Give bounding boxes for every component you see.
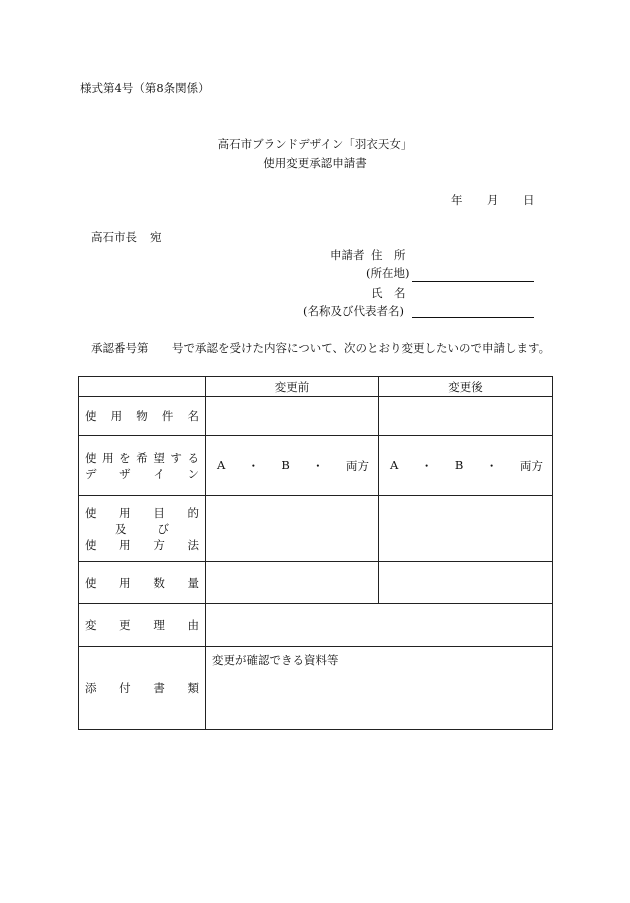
choice-both[interactable]: 両方	[345, 458, 369, 473]
design-after-choices	[379, 458, 552, 474]
date-day-label: 日	[523, 193, 535, 207]
label-attachment	[79, 647, 206, 730]
name-fill-line[interactable]	[412, 317, 534, 318]
choice-a[interactable]: A	[390, 457, 399, 472]
quantity-before-cell[interactable]	[206, 562, 379, 604]
choice-dot: ・	[485, 458, 498, 473]
date-year-label: 年	[451, 193, 463, 207]
label-quantity-text: 使 用 数 量	[85, 575, 199, 590]
label-purpose-line2: 及 び	[115, 521, 169, 536]
address-fill-line[interactable]	[412, 281, 534, 282]
label-design-line2: デ ザ イ ン	[85, 466, 199, 481]
item-name-after-cell[interactable]	[379, 397, 553, 436]
choice-both[interactable]: 両方	[519, 458, 543, 473]
change-application-table	[78, 376, 553, 730]
location-label: (所在地)	[366, 266, 410, 280]
item-name-before-cell[interactable]	[206, 397, 379, 436]
design-after-cell[interactable]	[379, 436, 553, 496]
header-before: 変更前	[206, 377, 379, 397]
label-item-name-text: 使 用 物 件 名	[85, 409, 199, 423]
quantity-after-cell[interactable]	[379, 562, 553, 604]
form-title-line1: 高石市ブランドデザイン「羽衣天女」	[217, 137, 413, 151]
address-label: 住 所	[371, 248, 406, 262]
applicant-label: 申請者	[330, 248, 365, 262]
label-purpose-line1: 使 用 目 的	[85, 505, 199, 520]
approval-number-suffix: 号で承認を受けた内容について、次のとおり変更したいので申請します。	[172, 341, 551, 355]
label-attachment-text: 添 付 書 類	[85, 681, 199, 695]
addressee-name: 高石市長	[91, 230, 137, 244]
choice-b[interactable]: B	[454, 457, 464, 472]
addressee-suffix: 宛	[150, 230, 162, 244]
attachment-note: 変更が確認できる資料等	[212, 653, 339, 667]
attachment-cell[interactable]	[206, 647, 553, 730]
label-quantity	[79, 562, 206, 604]
label-purpose-line3: 使 用 方 法	[85, 537, 199, 552]
choice-a[interactable]: A	[217, 457, 226, 472]
label-design	[79, 436, 206, 496]
label-item-name	[79, 397, 206, 436]
date-month-label: 月	[487, 193, 499, 207]
form-number: 様式第4号（第8条関係）	[80, 81, 210, 95]
header-after: 変更後	[379, 377, 553, 397]
choice-dot: ・	[312, 458, 324, 473]
choice-b[interactable]: B	[281, 457, 290, 472]
label-purpose-method	[79, 496, 206, 562]
label-reason	[79, 604, 206, 647]
name-label: 氏 名	[371, 286, 406, 300]
choice-dot: ・	[247, 458, 260, 473]
choice-dot: ・	[420, 458, 433, 473]
header-blank-cell	[79, 377, 206, 397]
approval-number-prefix: 承認番号第	[91, 341, 149, 355]
label-design-line1: 使 用 を 希 望 す る	[85, 450, 199, 465]
purpose-after-cell[interactable]	[379, 496, 553, 562]
purpose-before-cell[interactable]	[206, 496, 379, 562]
reason-cell[interactable]	[206, 604, 553, 647]
label-reason-text: 変 更 理 由	[85, 618, 199, 632]
design-before-choices	[206, 458, 378, 474]
form-title-line2: 使用変更承認申請書	[263, 156, 367, 170]
design-before-cell[interactable]	[206, 436, 379, 496]
representative-label: (名称及び代表者名)	[303, 304, 404, 318]
